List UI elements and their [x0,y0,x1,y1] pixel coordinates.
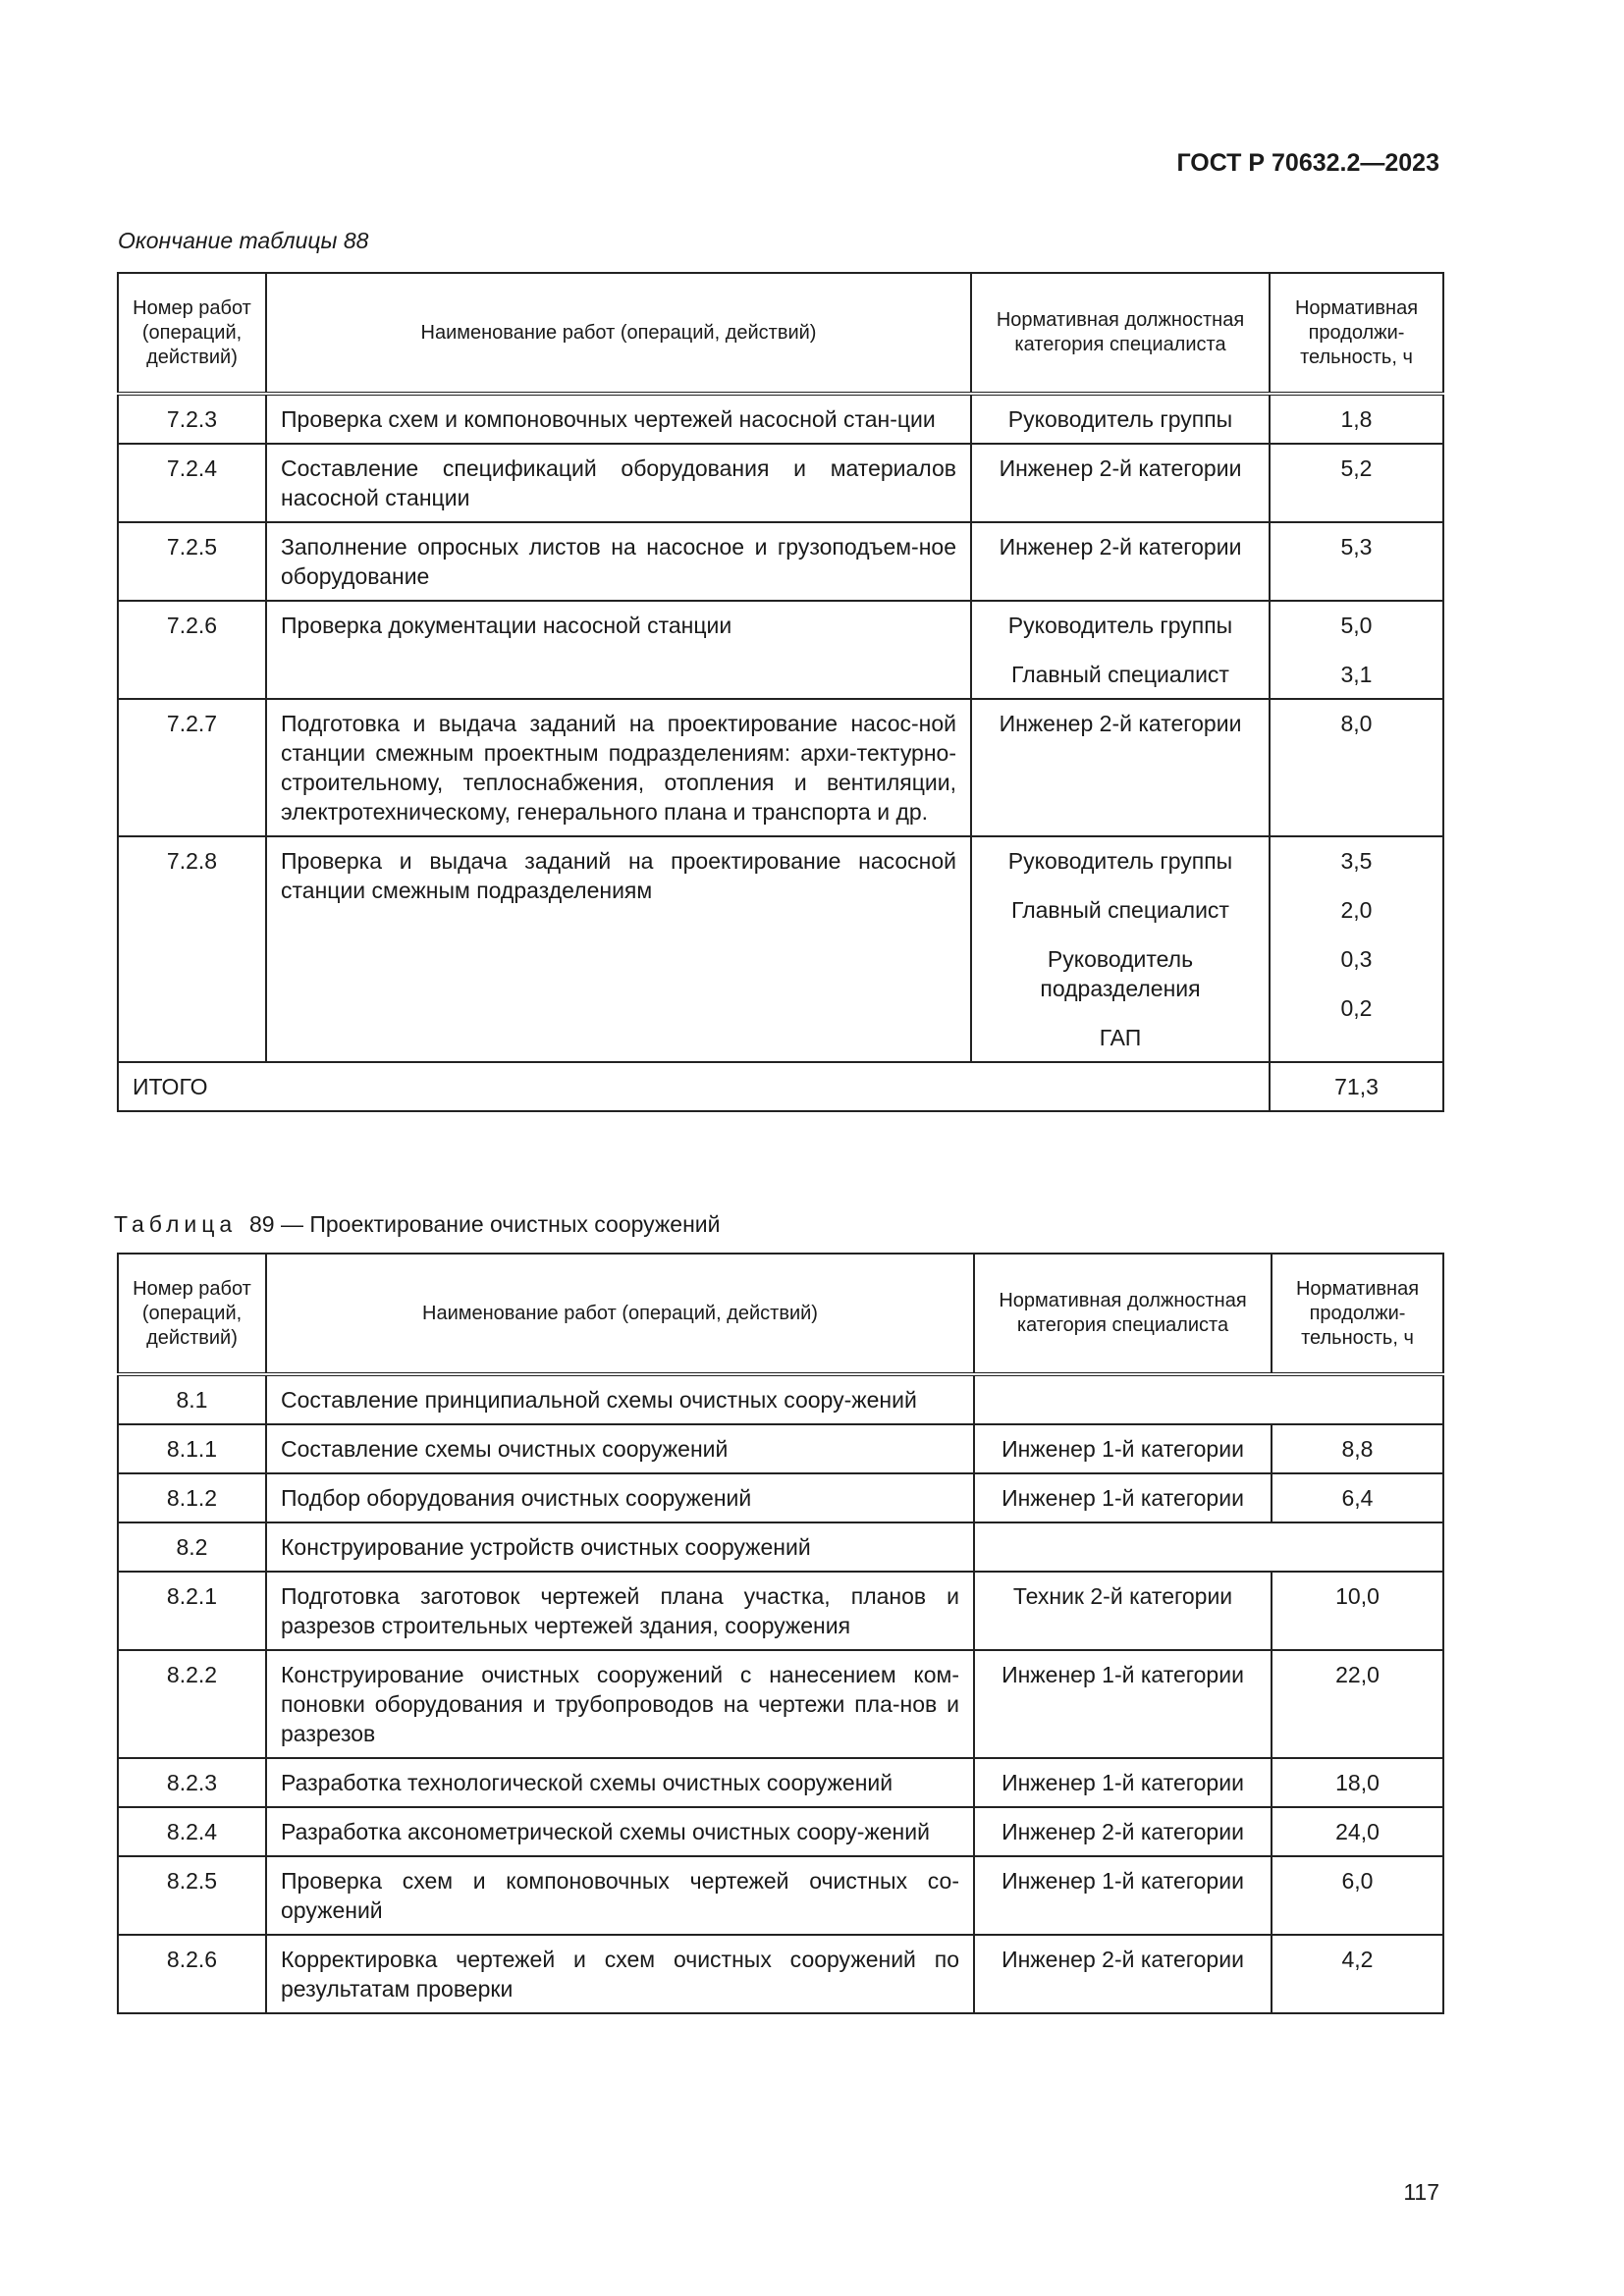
table-row [118,1758,1443,1807]
specialist-category: Инженер 2-й категории [999,534,1242,560]
specialist-category-cell [971,522,1270,601]
table-88-caption: Окончание таблицы 88 [118,228,369,253]
table-row [118,601,1443,699]
duration-cell: 10,0 [1272,1572,1443,1650]
specialist-category: Главный специалист [1011,897,1229,923]
duration-value: 3,1 [1340,662,1373,687]
work-number-cell: 8.1 [118,1374,266,1424]
total-row [118,1062,1443,1111]
work-number-cell: 7.2.3 [118,394,266,444]
work-name-cell: Составление схемы очистных сооружений [266,1424,974,1473]
work-name-cell: Разработка аксонометрической схемы очистных соору-жений [266,1807,974,1856]
column-header-category: Нормативная должностная категория специалиста [974,1254,1272,1374]
column-header-category: Нормативная должностная категория специалиста [971,273,1270,394]
table-89-caption-word: Таблица [114,1211,238,1237]
specialist-category-cell: Техник 2-й категории [974,1572,1272,1650]
table-89-caption [114,1211,721,1238]
column-header-name: Наименование работ (операций, действий) [266,1254,974,1374]
specialist-category-cell: Инженер 2-й категории [974,1935,1272,2013]
table-row [118,522,1443,601]
duration-value: 1,8 [1340,406,1373,432]
table-row [118,1856,1443,1935]
duration-cell [1270,522,1443,601]
duration-value: 3,5 [1340,848,1373,874]
duration-cell: 18,0 [1272,1758,1443,1807]
work-number-cell: 7.2.7 [118,699,266,836]
work-name-cell: Проверка схем и компоновочных чертежей насосной стан-ции [266,394,971,444]
work-name-cell: Конструирование очистных сооружений с нанесением ком-поновки оборудования и трубопроводов на чертежи пла-нов и разрезов [266,1650,974,1758]
specialist-category: Инженер 2-й категории [999,455,1242,481]
duration-value: 5,2 [1340,455,1373,481]
duration-cell [1270,394,1443,444]
column-header-duration: Нормативная продолжи-тельность, ч [1270,273,1443,394]
table-row [118,1424,1443,1473]
work-number-cell: 8.2.1 [118,1572,266,1650]
specialist-category-cell [971,444,1270,522]
duration-cell [1270,836,1443,1062]
specialist-category-cell: Инженер 1-й категории [974,1473,1272,1522]
column-header-number: Номер работ (операций, действий) [118,273,266,394]
work-name-cell: Конструирование устройств очистных сооружений [266,1522,974,1572]
total-label: ИТОГО [118,1062,1270,1111]
work-number-cell: 8.2.4 [118,1807,266,1856]
table-row [118,1572,1443,1650]
specialist-category: Руководитель группы [1007,848,1233,874]
duration-value: 0,2 [1340,995,1373,1021]
column-header-duration: Нормативная продолжи-тельность, ч [1272,1254,1443,1374]
specialist-category-cell [971,699,1270,836]
work-name-cell: Разработка технологической схемы очистных сооружений [266,1758,974,1807]
specialist-category-cell: Инженер 2-й категории [974,1807,1272,1856]
specialist-category-cell [971,601,1270,699]
specialist-category: Инженер 2-й категории [999,711,1242,736]
specialist-category: Руководитель группы [1007,613,1233,638]
duration-value: 2,0 [1340,897,1373,923]
section-row [118,1374,1443,1424]
work-number-cell: 7.2.4 [118,444,266,522]
work-name-cell: Составление спецификаций оборудования и материалов насосной станции [266,444,971,522]
duration-cell: 24,0 [1272,1807,1443,1856]
table-row [118,1807,1443,1856]
specialist-category-cell: Инженер 1-й категории [974,1424,1272,1473]
table-row [118,1935,1443,2013]
specialist-category-cell [971,394,1270,444]
work-number-cell: 7.2.8 [118,836,266,1062]
work-name-cell: Подготовка и выдача заданий на проектирование насос-ной станции смежным проектным подразделениям: архи-тектурно-строительному, теплоснабжения, отопления и вентиляции, электротехническому, генерального плана и транспорта и др. [266,699,971,836]
work-name-cell: Корректировка чертежей и схем очистных сооружений по результатам проверки [266,1935,974,2013]
work-number-cell: 8.2.3 [118,1758,266,1807]
duration-cell: 4,2 [1272,1935,1443,2013]
work-number-cell: 8.2.6 [118,1935,266,2013]
specialist-category-cell: Инженер 1-й категории [974,1856,1272,1935]
work-number-cell: 8.2.2 [118,1650,266,1758]
work-name-cell: Составление принципиальной схемы очистных соору-жений [266,1374,974,1424]
work-name-cell: Подбор оборудования очистных сооружений [266,1473,974,1522]
table-row [118,1473,1443,1522]
table-row [118,836,1443,1062]
specialist-category-cell: Инженер 1-й категории [974,1758,1272,1807]
work-number-cell: 8.2 [118,1522,266,1572]
work-number-cell: 8.1.2 [118,1473,266,1522]
specialist-category: Руководитель группы [1007,406,1233,432]
work-name-cell: Проверка документации насосной станции [266,601,971,699]
work-name-cell: Проверка и выдача заданий на проектирование насосной станции смежным подразделениям [266,836,971,1062]
duration-cell: 6,4 [1272,1473,1443,1522]
empty-cell [974,1374,1443,1424]
duration-value: 5,3 [1340,534,1373,560]
work-number-cell: 7.2.5 [118,522,266,601]
duration-cell [1270,601,1443,699]
duration-cell [1270,444,1443,522]
table-row [118,444,1443,522]
table-88-body [118,394,1443,1111]
empty-cell [974,1522,1443,1572]
duration-cell: 6,0 [1272,1856,1443,1935]
table-88 [117,272,1444,1112]
duration-value: 8,0 [1340,711,1373,736]
work-name-cell: Заполнение опросных листов на насосное и грузоподъем-ное оборудование [266,522,971,601]
document-code: ГОСТ Р 70632.2—2023 [1176,149,1439,177]
work-name-cell: Проверка схем и компоновочных чертежей очистных со-оружений [266,1856,974,1935]
duration-value: 5,0 [1340,613,1373,638]
column-header-number: Номер работ (операций, действий) [118,1254,266,1374]
specialist-category-cell [971,836,1270,1062]
table-row [118,1650,1443,1758]
table-row [118,699,1443,836]
table-89-caption-title: 89 — Проектирование очистных сооружений [248,1211,721,1237]
specialist-category: Главный специалист [1011,662,1229,687]
section-row [118,1522,1443,1572]
specialist-category-cell: Инженер 1-й категории [974,1650,1272,1758]
duration-value: 0,3 [1340,946,1373,972]
work-number-cell: 7.2.6 [118,601,266,699]
table-89 [117,1253,1444,2014]
total-value: 71,3 [1270,1062,1443,1111]
column-header-name: Наименование работ (операций, действий) [266,273,971,394]
duration-cell: 8,8 [1272,1424,1443,1473]
work-name-cell: Подготовка заготовок чертежей плана участка, планов и разрезов строительных чертежей здания, сооружения [266,1572,974,1650]
duration-cell: 22,0 [1272,1650,1443,1758]
work-number-cell: 8.1.1 [118,1424,266,1473]
specialist-category: Руководитель подразделения [1040,946,1201,1001]
specialist-category: ГАП [1099,1025,1142,1050]
work-number-cell: 8.2.5 [118,1856,266,1935]
page-number: 117 [1403,2179,1439,2205]
duration-cell [1270,699,1443,836]
table-89-body [118,1374,1443,2013]
table-row [118,394,1443,444]
